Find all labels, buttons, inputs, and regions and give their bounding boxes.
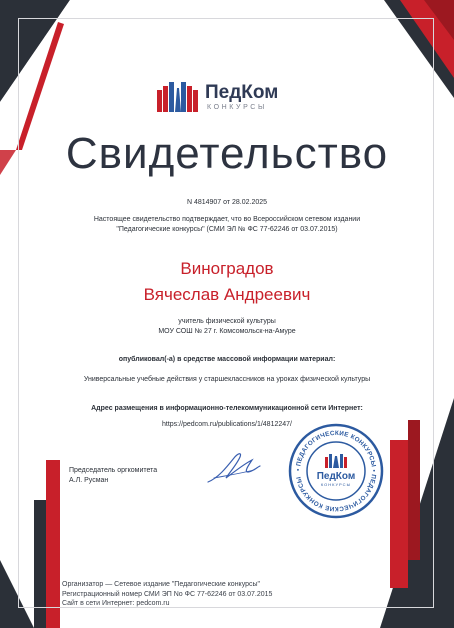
- recipient-position: [40, 317, 414, 337]
- pedcom-logo: [157, 82, 297, 116]
- chairman-title: Председатель оргкомитета: [69, 467, 158, 474]
- recipient-last-name: Виноградов: [180, 259, 274, 278]
- publication-title: Универсальные учебные действия у старшеклассников на уроках физической культуры: [83, 376, 371, 383]
- open-book-icon: [157, 82, 199, 114]
- logo-subtitle: КОНКУРСЫ: [207, 104, 267, 111]
- recipient-first-name: Вячеслав Андреевич: [143, 285, 311, 304]
- footer-organizer: Организатор — Сетевое издание "Педагогические конкурсы": [62, 581, 261, 588]
- seal-name: ПедКом: [316, 471, 356, 482]
- chairman-block: [69, 466, 157, 486]
- logo-title: ПедКом: [205, 82, 279, 103]
- footer-website: Сайт в сети Интернет: pedcom.ru: [62, 600, 170, 607]
- footer: [62, 580, 272, 609]
- certificate-title: Свидетельство: [65, 129, 389, 178]
- official-seal: [288, 423, 384, 519]
- confirmation-line-2: "Педагогические конкурсы" (СМИ ЭЛ № ФС 77-62246 от 03.07.2015): [116, 226, 338, 233]
- address-label: Адрес размещения в информационно-телекоммуникационной сети Интернет:: [91, 405, 363, 412]
- publication-label: опубликовал(-а) в средстве массовой информации материал:: [118, 356, 336, 363]
- confirmation-line-1: Настоящее свидетельство подтверждает, что во Всероссийском сетевом издании: [93, 216, 361, 223]
- publication-url[interactable]: https://pedcom.ru/publications/1/4812247/: [162, 421, 292, 428]
- confirmation-text: [40, 215, 414, 235]
- recipient-organization: МОУ СОШ № 27 г. Комсомольск-на-Амуре: [158, 328, 296, 335]
- recipient-role: учитель физической культуры: [178, 318, 276, 325]
- seal-ring-text: • ПЕДАГОГИЧЕСКИЕ КОНКУРСЫ • ПЕДАГОГИЧЕСКИЕ КОНКУРСЫ: [294, 429, 378, 513]
- certificate-number: N 4814907 от 28.02.2025: [186, 199, 268, 206]
- seal-book-icon: [325, 454, 347, 468]
- seal-subtitle: КОНКУРСЫ: [320, 482, 352, 487]
- footer-registration: Регистрационный номер СМИ ЭП No ФС 77-62246 от 03.07.2015: [62, 590, 273, 598]
- chairman-name: А.Л. Русман: [69, 477, 109, 484]
- signature-image: [204, 448, 264, 488]
